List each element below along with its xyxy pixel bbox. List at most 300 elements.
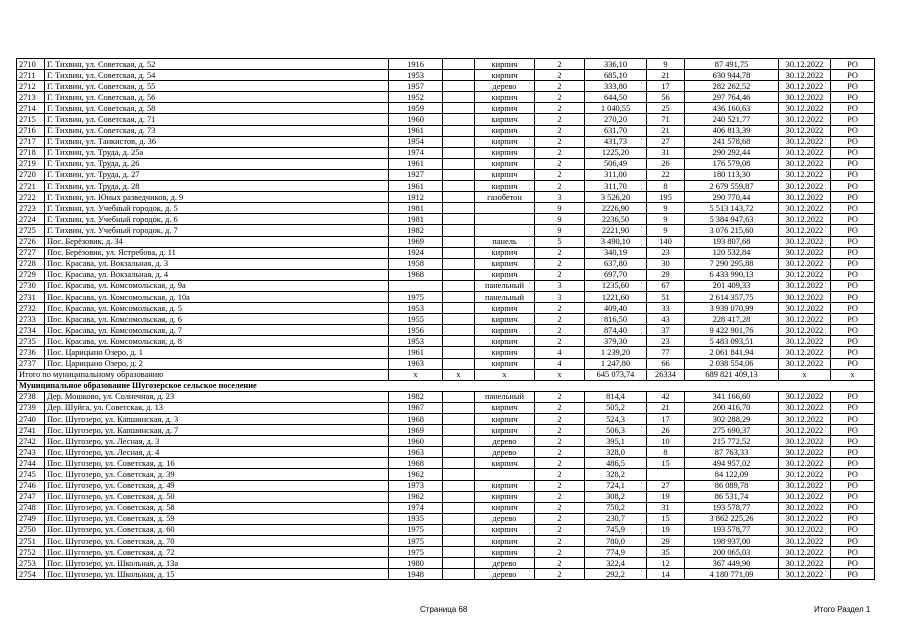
table-cell: Г. Тихвин, ул. Советская, д. 58	[45, 103, 389, 114]
table-cell: Г. Тихвин, ул. Советская, д. 55	[45, 81, 389, 92]
table-cell: 685,10	[585, 70, 647, 81]
table-cell: РО	[831, 513, 875, 524]
table-cell	[443, 192, 475, 203]
table-cell: Пос. Шугозеро, ул. Школьная, д. 13а	[45, 558, 389, 569]
table-cell: 2	[535, 336, 585, 347]
table-cell: 7 290 295,88	[685, 258, 779, 269]
table-cell: кирпич	[475, 502, 535, 513]
table-cell: 341 166,60	[685, 391, 779, 402]
table-cell: кирпич	[475, 524, 535, 535]
table-cell: РО	[831, 291, 875, 302]
table-cell: РО	[831, 447, 875, 458]
table-cell: 2738	[17, 391, 45, 402]
table-cell: 27	[647, 136, 685, 147]
table-cell: кирпич	[475, 70, 535, 81]
table-cell: 30.12.2022	[779, 158, 831, 169]
section-title: Муниципальное образование Шугозерское сельское поселение	[17, 380, 875, 391]
table-cell	[443, 336, 475, 347]
table-cell: Пос. Шугозеро, ул. Капшинская, д. 3	[45, 414, 389, 425]
table-cell: 2	[535, 114, 585, 125]
table-cell: 2721	[17, 181, 45, 192]
table-cell: 1958	[389, 258, 443, 269]
table-cell: 2741	[17, 425, 45, 436]
table-cell	[475, 225, 535, 236]
table-cell: 200 065,03	[685, 547, 779, 558]
table-cell: 2731	[17, 291, 45, 302]
table-cell: 2743	[17, 447, 45, 458]
table-cell	[647, 469, 685, 480]
table-cell: 1960	[389, 436, 443, 447]
table-cell: 1960	[389, 114, 443, 125]
table-cell: 2	[535, 469, 585, 480]
table-cell: РО	[831, 524, 875, 535]
table-cell: дерево	[475, 513, 535, 524]
table-cell: 3	[535, 280, 585, 291]
table-cell: кирпич	[475, 314, 535, 325]
table-cell: РО	[831, 125, 875, 136]
table-cell: 2 679 559,87	[685, 181, 779, 192]
table-row	[17, 280, 875, 291]
table-cell: 30.12.2022	[779, 59, 831, 70]
table-cell: кирпич	[475, 358, 535, 369]
table-cell	[443, 236, 475, 247]
total-cell: 689 821 409,13	[685, 369, 779, 380]
table-cell: 195	[647, 192, 685, 203]
table-cell: 1975	[389, 291, 443, 302]
table-cell: 9	[535, 203, 585, 214]
table-row	[17, 214, 875, 225]
table-row	[17, 547, 875, 558]
table-cell: РО	[831, 81, 875, 92]
table-cell: Пос. Шугозеро, ул. Советская, д. 49	[45, 480, 389, 491]
table-cell: Г. Тихвин, ул. Юных разведчиков, д. 9	[45, 192, 389, 203]
table-cell: 77	[647, 347, 685, 358]
table-cell: 30.12.2022	[779, 358, 831, 369]
table-cell	[443, 458, 475, 469]
table-cell: 637,80	[585, 258, 647, 269]
table-cell: РО	[831, 247, 875, 258]
table-cell: 241 578,68	[685, 136, 779, 147]
table-cell: 43	[647, 314, 685, 325]
table-cell: 30.12.2022	[779, 81, 831, 92]
table-cell: 33	[647, 303, 685, 314]
table-cell: 30.12.2022	[779, 569, 831, 580]
table-cell	[443, 158, 475, 169]
table-cell	[443, 391, 475, 402]
table-cell: 37	[647, 325, 685, 336]
table-cell: РО	[831, 414, 875, 425]
table-cell: РО	[831, 336, 875, 347]
table-cell	[443, 491, 475, 502]
table-cell: 1962	[389, 491, 443, 502]
table-cell: 1961	[389, 158, 443, 169]
table-cell: 2745	[17, 469, 45, 480]
table-cell: 2712	[17, 81, 45, 92]
total-row	[17, 369, 875, 380]
table-cell	[443, 502, 475, 513]
table-cell: Пос. Шугозеро, ул. Школьная, д. 15	[45, 569, 389, 580]
table-cell: 30.12.2022	[779, 280, 831, 291]
table-cell: 379,30	[585, 336, 647, 347]
table-cell: 23	[647, 247, 685, 258]
table-cell: 30.12.2022	[779, 181, 831, 192]
table-cell: Пос. Берёзовик, ул. Ястребова, д. 11	[45, 247, 389, 258]
table-cell	[443, 513, 475, 524]
table-cell	[443, 414, 475, 425]
table-cell: 1975	[389, 524, 443, 535]
table-cell	[443, 225, 475, 236]
table-cell: 3 939 070,99	[685, 303, 779, 314]
table-cell: 505,2	[585, 402, 647, 413]
table-cell: 193 578,77	[685, 524, 779, 535]
table-cell: 4 180 771,09	[685, 569, 779, 580]
table-cell: Пос. Красава, ул. Комсомольская, д. 10а	[45, 291, 389, 302]
table-cell: 193 578,77	[685, 502, 779, 513]
table-cell: РО	[831, 147, 875, 158]
table-cell: 2	[535, 147, 585, 158]
table-cell: 1967	[389, 402, 443, 413]
table-cell: Пос. Шугозеро, ул. Советская, д. 70	[45, 536, 389, 547]
table-cell: 51	[647, 291, 685, 302]
table-cell: 2	[535, 425, 585, 436]
table-row	[17, 447, 875, 458]
table-cell	[475, 214, 535, 225]
table-cell	[443, 258, 475, 269]
table-cell: кирпич	[475, 125, 535, 136]
table-cell: кирпич	[475, 158, 535, 169]
table-cell: 2734	[17, 325, 45, 336]
table-cell: Г. Тихвин, ул. Труда, д. 28	[45, 181, 389, 192]
table-cell: 14	[647, 569, 685, 580]
table-cell: 2718	[17, 147, 45, 158]
table-cell: 5 513 143,72	[685, 203, 779, 214]
table-cell: 2751	[17, 536, 45, 547]
table-cell: 2	[535, 536, 585, 547]
table-cell: РО	[831, 280, 875, 291]
table-cell: Пос. Красава, ул. Комсомольская, д. 9а	[45, 280, 389, 291]
table-cell: РО	[831, 558, 875, 569]
table-cell: 180 113,30	[685, 169, 779, 180]
table-cell: 30.12.2022	[779, 402, 831, 413]
table-cell: 30.12.2022	[779, 303, 831, 314]
table-row	[17, 103, 875, 114]
table-cell: 1968	[389, 269, 443, 280]
table-cell: 1961	[389, 347, 443, 358]
table-cell: 9	[535, 225, 585, 236]
table-cell	[443, 103, 475, 114]
table-cell: 19	[647, 524, 685, 535]
table-cell: 2	[535, 414, 585, 425]
table-cell: 2221,90	[585, 225, 647, 236]
table-cell: РО	[831, 136, 875, 147]
table-cell	[443, 291, 475, 302]
table-cell: 1968	[389, 414, 443, 425]
table-cell: 2748	[17, 502, 45, 513]
table-cell: 240 521,77	[685, 114, 779, 125]
table-cell: 201 409,33	[685, 280, 779, 291]
table-cell: 1235,60	[585, 280, 647, 291]
table-cell: 30.12.2022	[779, 347, 831, 358]
table-row	[17, 258, 875, 269]
table-cell: 31	[647, 502, 685, 513]
table-cell: 2	[535, 258, 585, 269]
table-cell: 2	[535, 158, 585, 169]
table-cell: 282 262,52	[685, 81, 779, 92]
table-cell: 21	[647, 70, 685, 81]
table-cell: 29	[647, 536, 685, 547]
table-cell: 1953	[389, 303, 443, 314]
table-cell	[443, 147, 475, 158]
table-cell: 4	[535, 358, 585, 369]
table-cell: 1 247,80	[585, 358, 647, 369]
table-cell: 2	[535, 125, 585, 136]
total-cell: x	[831, 369, 875, 380]
table-cell: Г. Тихвин, ул. Советская, д. 71	[45, 114, 389, 125]
table-row	[17, 469, 875, 480]
table-cell: дерево	[475, 436, 535, 447]
table-cell: 2714	[17, 103, 45, 114]
table-cell: кирпич	[475, 258, 535, 269]
table-cell: 2723	[17, 203, 45, 214]
table-cell: 30.12.2022	[779, 258, 831, 269]
table-body	[17, 59, 875, 580]
table-cell: 2	[535, 513, 585, 524]
table-row	[17, 225, 875, 236]
table-cell: 506,3	[585, 425, 647, 436]
table-cell	[443, 436, 475, 447]
table-cell: 21	[647, 402, 685, 413]
table-cell: 228 417,28	[685, 314, 779, 325]
table-cell: кирпич	[475, 247, 535, 258]
table-cell: Г. Тихвин, ул. Учебный городок, д. 6	[45, 214, 389, 225]
table-row	[17, 414, 875, 425]
table-cell: 2727	[17, 247, 45, 258]
table-cell: 2740	[17, 414, 45, 425]
table-cell: 1969	[389, 236, 443, 247]
table-cell: 302 288,29	[685, 414, 779, 425]
table-cell: 1916	[389, 59, 443, 70]
table-cell: 506,49	[585, 158, 647, 169]
table-cell: РО	[831, 358, 875, 369]
table-cell: 1959	[389, 103, 443, 114]
table-cell: 2750	[17, 524, 45, 535]
table-cell: кирпич	[475, 114, 535, 125]
table-cell: 2	[535, 92, 585, 103]
table-row	[17, 524, 875, 535]
table-row	[17, 303, 875, 314]
table-cell: Пос. Берёзовик, д. 34	[45, 236, 389, 247]
table-cell: 31	[647, 147, 685, 158]
table-cell: 1961	[389, 125, 443, 136]
table-cell: 1956	[389, 325, 443, 336]
table-row	[17, 480, 875, 491]
table-cell: 436 160,63	[685, 103, 779, 114]
table-row	[17, 291, 875, 302]
total-cell: 26334	[647, 369, 685, 380]
table-cell: 2725	[17, 225, 45, 236]
table-cell: Пос. Шугозеро, ул. Капшинская, д. 7	[45, 425, 389, 436]
table-cell	[443, 125, 475, 136]
table-cell	[443, 558, 475, 569]
table-cell: панельный	[475, 291, 535, 302]
table-cell: 814,4	[585, 391, 647, 402]
table-cell: 66	[647, 358, 685, 369]
table-row	[17, 502, 875, 513]
table-cell: 86 089,78	[685, 480, 779, 491]
table-cell: 1225,20	[585, 147, 647, 158]
table-cell: 4	[535, 347, 585, 358]
table-cell: 30.12.2022	[779, 524, 831, 535]
table-cell: кирпич	[475, 92, 535, 103]
table-cell: 29	[647, 269, 685, 280]
table-cell: Пос. Красава, ул. Комсомольская, д. 6	[45, 314, 389, 325]
table-cell: дерево	[475, 569, 535, 580]
table-cell: 322,4	[585, 558, 647, 569]
table-cell: 3	[535, 291, 585, 302]
table-cell: Пос. Красава, ул. Вокзальная, д. 3	[45, 258, 389, 269]
table-cell: 30.12.2022	[779, 136, 831, 147]
table-cell: 1927	[389, 169, 443, 180]
table-cell: Г. Тихвин, ул. Советская, д. 54	[45, 70, 389, 81]
table-cell: 2 614 357,75	[685, 291, 779, 302]
table-cell: 2752	[17, 547, 45, 558]
table-cell: 6 433 990,13	[685, 269, 779, 280]
table-cell: панель	[475, 236, 535, 247]
table-cell: Г. Тихвин, ул. Труда, д. 27	[45, 169, 389, 180]
table-cell: 2753	[17, 558, 45, 569]
table-cell: дерево	[475, 558, 535, 569]
table-cell: 26	[647, 425, 685, 436]
table-cell: 697,70	[585, 269, 647, 280]
table-cell: 30.12.2022	[779, 469, 831, 480]
table-cell: РО	[831, 314, 875, 325]
table-cell: 30.12.2022	[779, 103, 831, 114]
table-cell: 290 292,44	[685, 147, 779, 158]
table-cell: кирпич	[475, 536, 535, 547]
table-cell: 1963	[389, 447, 443, 458]
table-row	[17, 425, 875, 436]
table-cell: 1924	[389, 247, 443, 258]
table-cell: РО	[831, 458, 875, 469]
table-cell: РО	[831, 181, 875, 192]
table-cell: 2737	[17, 358, 45, 369]
table-cell: 630 944,78	[685, 70, 779, 81]
table-cell: РО	[831, 480, 875, 491]
table-cell: 2713	[17, 92, 45, 103]
table-cell: Пос. Красава, ул. Комсомольская, д. 7	[45, 325, 389, 336]
table-cell: Пос. Шугозеро, ул. Советская, д. 50	[45, 491, 389, 502]
table-cell: 8	[647, 181, 685, 192]
table-cell: 2736	[17, 347, 45, 358]
table-cell: 333,80	[585, 81, 647, 92]
table-cell: 2	[535, 447, 585, 458]
table-cell: 30.12.2022	[779, 513, 831, 524]
table-cell: РО	[831, 547, 875, 558]
table-cell: 1982	[389, 225, 443, 236]
table-cell	[443, 169, 475, 180]
table-cell: 2	[535, 436, 585, 447]
table-cell	[443, 81, 475, 92]
table-cell	[443, 303, 475, 314]
table-row	[17, 114, 875, 125]
table-row	[17, 402, 875, 413]
table-cell: 87 763,33	[685, 447, 779, 458]
table-cell: 30.12.2022	[779, 203, 831, 214]
table-cell	[443, 314, 475, 325]
table-cell: 431,73	[585, 136, 647, 147]
table-cell: 30.12.2022	[779, 147, 831, 158]
table-cell: 2 038 554,06	[685, 358, 779, 369]
table-cell: РО	[831, 236, 875, 247]
table-cell: РО	[831, 402, 875, 413]
table-cell	[443, 280, 475, 291]
table-cell: РО	[831, 425, 875, 436]
table-cell: 30.12.2022	[779, 414, 831, 425]
table-cell: РО	[831, 203, 875, 214]
table-cell: 297 764,46	[685, 92, 779, 103]
table-cell: 30.12.2022	[779, 425, 831, 436]
table-cell	[443, 70, 475, 81]
table-cell: 2	[535, 247, 585, 258]
table-cell: 2	[535, 303, 585, 314]
table-cell: 308,2	[585, 491, 647, 502]
table-cell	[443, 547, 475, 558]
table-row	[17, 269, 875, 280]
table-cell	[443, 425, 475, 436]
total-cell: x	[443, 369, 475, 380]
table-cell: 30.12.2022	[779, 291, 831, 302]
table-row	[17, 169, 875, 180]
table-cell: РО	[831, 491, 875, 502]
table-cell: кирпич	[475, 103, 535, 114]
table-cell: 5 384 947,63	[685, 214, 779, 225]
table-cell: Пос. Шугозеро, ул. Советская, д. 39	[45, 469, 389, 480]
table-cell: 9	[647, 214, 685, 225]
total-cell: 645 073,74	[585, 369, 647, 380]
table-cell: 30.12.2022	[779, 491, 831, 502]
table-row	[17, 59, 875, 70]
table-cell: 1969	[389, 425, 443, 436]
table-cell: 30.12.2022	[779, 336, 831, 347]
table-cell: 23	[647, 336, 685, 347]
table-cell: 750,2	[585, 502, 647, 513]
table-cell: 328,0	[585, 447, 647, 458]
table-cell: 30.12.2022	[779, 536, 831, 547]
table-row	[17, 158, 875, 169]
table-cell: кирпич	[475, 136, 535, 147]
table-cell: 2744	[17, 458, 45, 469]
table-cell: Г. Тихвин, ул. Советская, д. 73	[45, 125, 389, 136]
table-cell: 35	[647, 547, 685, 558]
table-row	[17, 192, 875, 203]
table-cell: кирпич	[475, 169, 535, 180]
table-cell: 1953	[389, 336, 443, 347]
table-cell	[443, 181, 475, 192]
table-row	[17, 247, 875, 258]
table-row	[17, 81, 875, 92]
table-cell: Пос. Шугозеро, ул. Лесная, д. 4	[45, 447, 389, 458]
table-cell: Г. Тихвин, ул. Учебный городок, д. 5	[45, 203, 389, 214]
table-cell: панельный	[475, 391, 535, 402]
table-row	[17, 436, 875, 447]
table-row	[17, 536, 875, 547]
table-cell: кирпич	[475, 458, 535, 469]
table-cell: 2	[535, 524, 585, 535]
table-cell: Пос. Шугозеро, ул. Советская, д. 59	[45, 513, 389, 524]
table-cell: 745,9	[585, 524, 647, 535]
table-cell: 30.12.2022	[779, 236, 831, 247]
table-row	[17, 569, 875, 580]
